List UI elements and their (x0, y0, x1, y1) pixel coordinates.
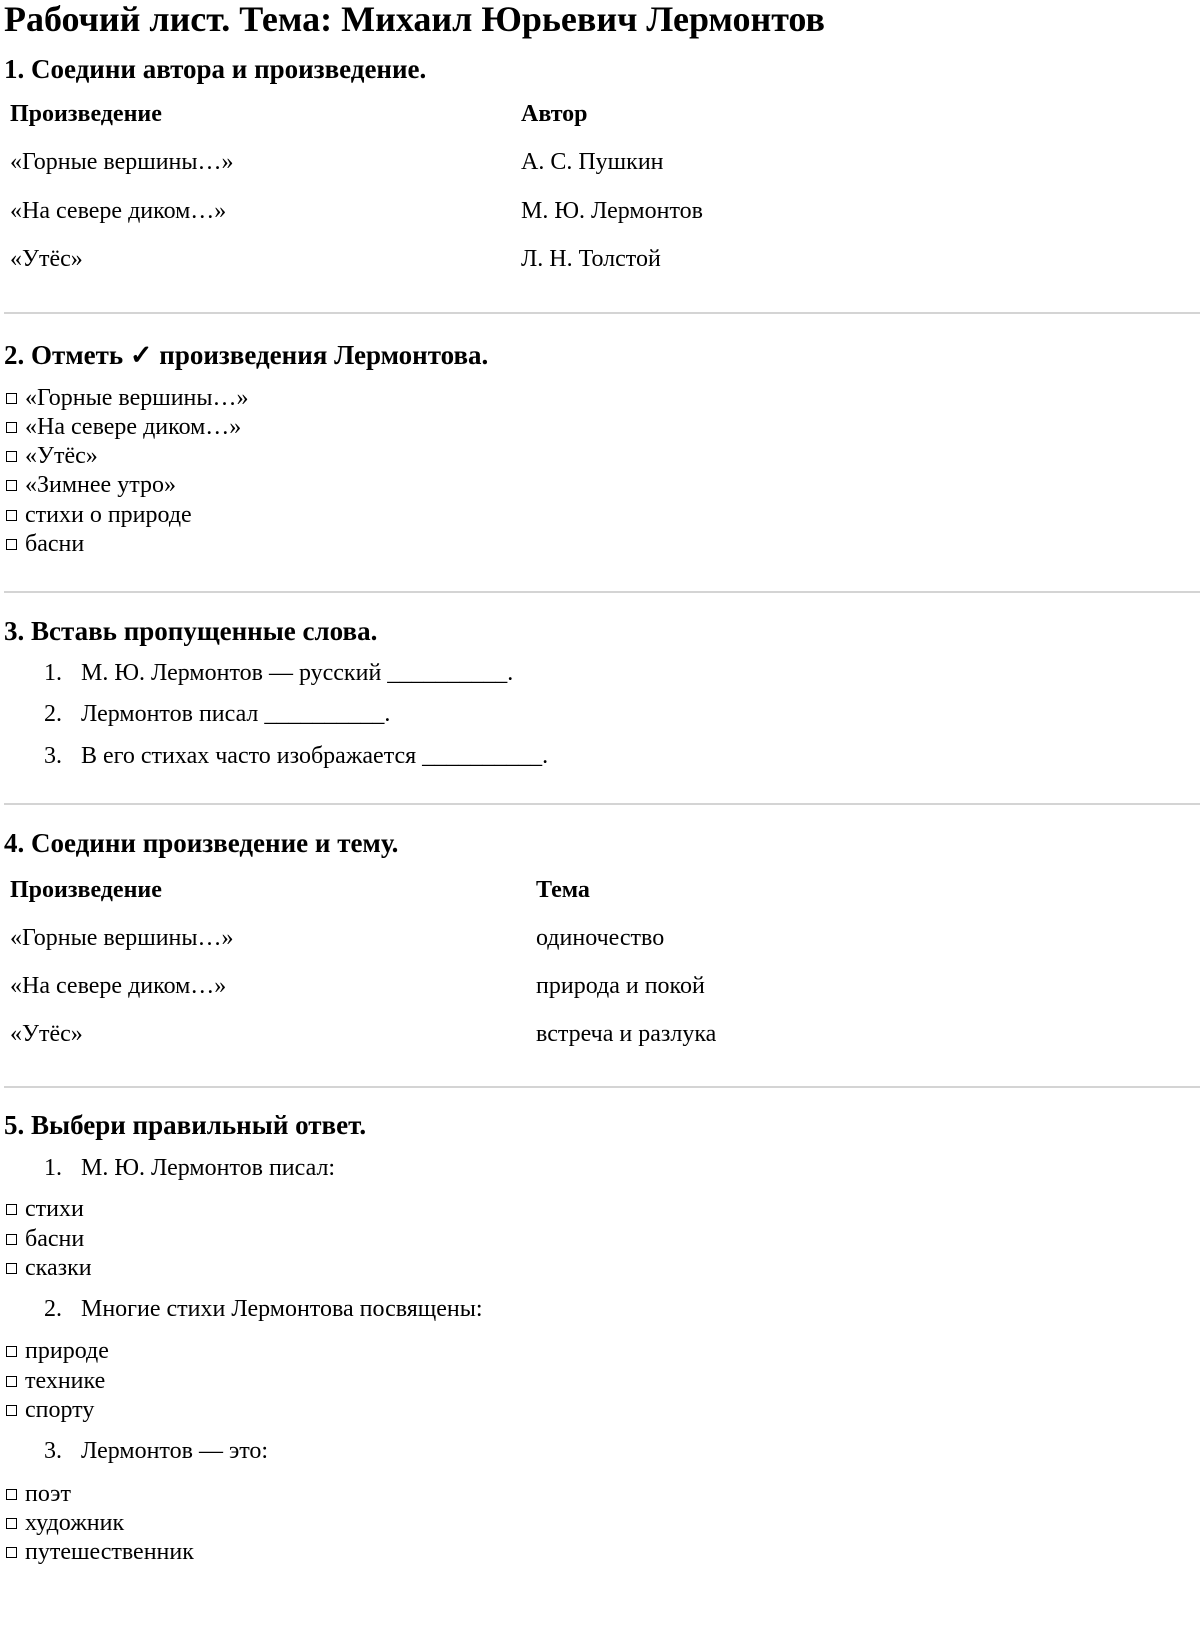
item-number: 2. (44, 701, 62, 727)
task4-heading: 4. Соедини произведение и тему. (4, 828, 399, 858)
answer-option-label: стихи (25, 1196, 84, 1222)
question-text: М. Ю. Лермонтов писал: (81, 1155, 336, 1181)
answer-option[interactable] (6, 1396, 94, 1424)
task2-option-label: «Утёс» (25, 443, 98, 469)
task2-option[interactable] (6, 442, 98, 470)
question-text: Многие стихи Лермонтова посвящены: (81, 1296, 483, 1322)
question-number: 1. (44, 1155, 62, 1181)
answer-option-label: художник (25, 1510, 125, 1536)
answer-option[interactable] (6, 1509, 124, 1537)
checkbox[interactable] (6, 1204, 17, 1215)
item-number: 3. (44, 743, 62, 769)
item-number: 1. (44, 660, 62, 686)
question-number: 2. (44, 1296, 62, 1322)
section-divider (4, 1086, 1200, 1088)
fill-in-text: В его стихах часто изображается __________. (81, 743, 549, 769)
checkbox[interactable] (6, 1405, 17, 1416)
task2-option[interactable] (6, 384, 249, 412)
task2-option-label: басни (25, 531, 85, 557)
answer-option-label: путешественник (25, 1539, 194, 1565)
task1-col-right-header: Автор (521, 101, 588, 127)
fill-in-text: М. Ю. Лермонтов — русский __________. (81, 660, 514, 686)
checkbox[interactable] (6, 451, 17, 462)
checkbox[interactable] (6, 1518, 17, 1529)
answer-option[interactable] (6, 1254, 92, 1282)
task5-heading: 5. Выбери правильный ответ. (4, 1110, 367, 1140)
task4-theme-item: природа и покой (536, 973, 705, 999)
checkbox[interactable] (6, 1547, 17, 1558)
task1-work-item: «На севере диком…» (10, 198, 227, 224)
task1-col-left-header: Произведение (10, 101, 162, 127)
section-divider (4, 312, 1200, 314)
checkbox[interactable] (6, 510, 17, 521)
checkbox[interactable] (6, 393, 17, 404)
answer-option-label: поэт (25, 1481, 71, 1507)
answer-option-label: природе (25, 1338, 109, 1364)
answer-option-label: басни (25, 1226, 85, 1252)
answer-option-label: технике (25, 1368, 106, 1394)
worksheet-title: Рабочий лист. Тема: Михаил Юрьевич Лермонтов (4, 0, 825, 39)
checkbox[interactable] (6, 539, 17, 550)
section-divider (4, 803, 1200, 805)
task4-col-left-header: Произведение (10, 877, 162, 903)
answer-option[interactable] (6, 1367, 105, 1395)
task2-option-label: «Горные вершины…» (25, 385, 249, 411)
task1-heading: 1. Соедини автора и произведение. (4, 54, 427, 84)
section-divider (4, 591, 1200, 593)
task3-heading: 3. Вставь пропущенные слова. (4, 616, 378, 646)
task4-work-item: «Горные вершины…» (10, 925, 234, 951)
task2-option[interactable] (6, 530, 84, 558)
answer-option[interactable] (6, 1480, 71, 1508)
task2-option[interactable] (6, 413, 241, 441)
question-number: 3. (44, 1438, 62, 1464)
question-text: Лермонтов — это: (81, 1438, 269, 1464)
task2-option[interactable] (6, 471, 176, 499)
task4-work-item: «Утёс» (10, 1021, 83, 1047)
checkbox[interactable] (6, 1263, 17, 1274)
answer-option[interactable] (6, 1195, 84, 1223)
task4-theme-item: встреча и разлука (536, 1021, 717, 1047)
checkbox[interactable] (6, 1234, 17, 1245)
checkbox[interactable] (6, 422, 17, 433)
task2-option-label: «Зимнее утро» (25, 472, 176, 498)
checkbox[interactable] (6, 1489, 17, 1500)
task1-work-item: «Утёс» (10, 246, 83, 272)
checkbox[interactable] (6, 1376, 17, 1387)
task4-theme-item: одиночество (536, 925, 665, 951)
task1-author-item: М. Ю. Лермонтов (521, 198, 703, 224)
task1-author-item: Л. Н. Толстой (521, 246, 661, 272)
fill-in-text: Лермонтов писал __________. (81, 701, 391, 727)
task2-option[interactable] (6, 501, 192, 529)
task2-option-label: стихи о природе (25, 502, 192, 528)
checkbox[interactable] (6, 1346, 17, 1357)
task1-author-item: А. С. Пушкин (521, 149, 664, 175)
answer-option-label: спорту (25, 1397, 95, 1423)
answer-option-label: сказки (25, 1255, 92, 1281)
task1-work-item: «Горные вершины…» (10, 149, 234, 175)
answer-option[interactable] (6, 1538, 194, 1566)
task4-col-right-header: Тема (536, 877, 590, 903)
task4-work-item: «На севере диком…» (10, 973, 227, 999)
checkbox[interactable] (6, 480, 17, 491)
task2-heading: 2. Отметь ✓ произведения Лермонтова. (4, 340, 489, 370)
answer-option[interactable] (6, 1225, 84, 1253)
task2-option-label: «На севере диком…» (25, 414, 242, 440)
answer-option[interactable] (6, 1337, 109, 1365)
